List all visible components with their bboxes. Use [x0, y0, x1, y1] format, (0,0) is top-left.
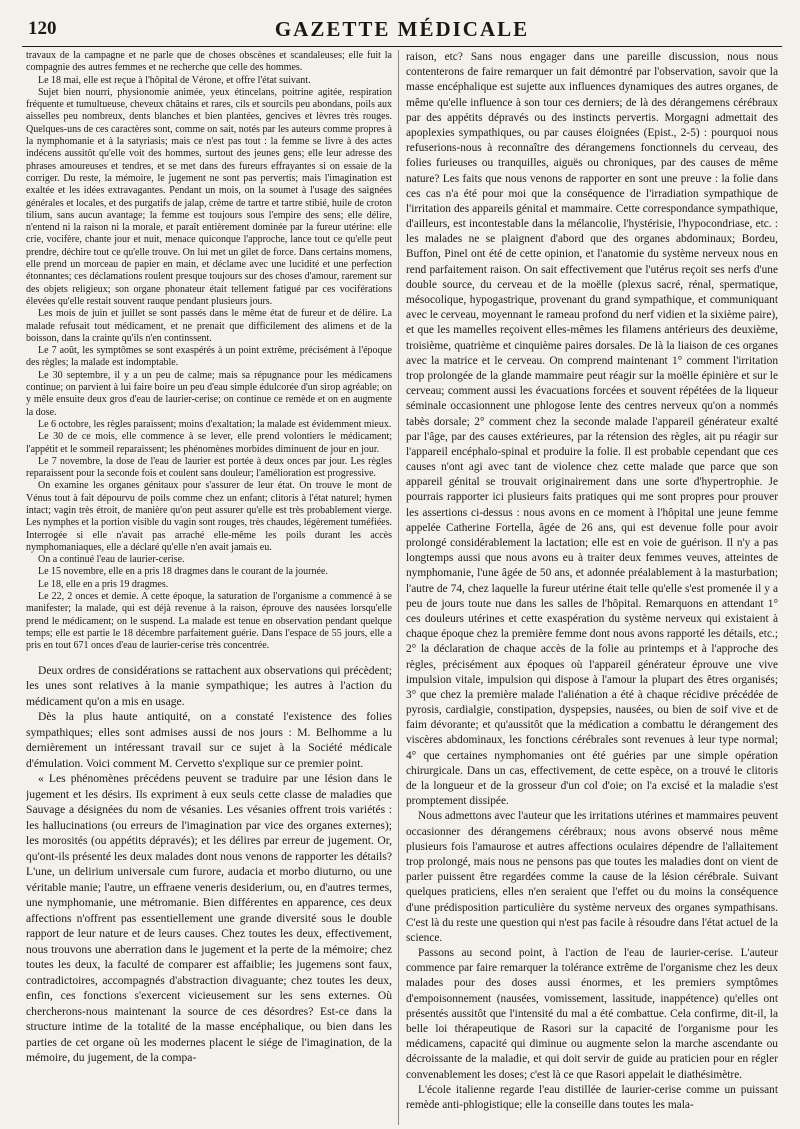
paragraph: « Les phénomènes précédens peuvent se traduire par une lésion dans le jugement et les désirs. Ils expriment à eux seuls cette classe de maladies que Sauvage a désignées du nom de vésanies. Les vésanies offrent trois variétés : les hallucinations (ou erreurs de l'imagination par vice des organes externes); les morosités (ou appétits dépravés); et les délires par erreur de jugement. Or, qu'ont-ils présenté les deux malades dont nous venons de rapporter les détails? L'une, un delirium universale cum furore, audacia et morbo diuturno, ou une véritable manie; l'autre, un effraene veneris desiderium, ou, en d'autres termes, une nymphomanie, une métromanie. Bien différentes en apparence, ces deux affections n'offrent pas essentiellement une grande diversité sous le double rapport de leur nature et de leurs causes. Chez toutes les deux, effectivement, nous trouvons une aberration dans le jugement et la perte de la mémoire; chez toutes les deux, la faculté de comparer est affaiblie; les jugemens sont faux, contradictoires, accompagnés d'abstraction divaguante; chez toutes les deux, enfin, ces fonctions s'exercent vicieusement sur les sens externes. Où chercherons-nous maintenant la source de ces désordres? Est-ce dans la structure intime de la totalité de la masse encéphalique, ou bien dans les parties de cet organe où les modernes placent le siége de l'imagination, de la mémoire, du jugement, de la compa- [26, 772, 392, 1065]
paragraph: Le 7 novembre, la dose de l'eau de laurier est portée à deux onces par jour. Les règles reparaissent pour la seconde fois et coulent sans douleur; l'amélioration est progressive. [26, 455, 392, 480]
paragraph: Le 15 novembre, elle en a pris 18 dragmes dans le courant de la journée. [38, 566, 328, 578]
left-column [26, 50, 392, 1125]
page-number: 120 [28, 18, 57, 39]
paragraph: Le 30 septembre, il y a un peu de calme; mais sa répugnance pour les médicamens continue; on parvient à lui faire boire un peu d'eau simple édulcorée d'un sirop agréable; on y mêle ensuite deux gros d'eau de laurier-cerise; on continue ce remède et on en augmente la dose. [26, 369, 392, 418]
paragraph: raison, etc? Sans nous engager dans une pareille discussion, nous nous contenterons de faire remarquer un fait démontré par l'observation, savoir que la masse encéphalique est sujette aux influences dynamiques des autres organes, de même qu'elle influence à son tour ces derniers; de là des dérangemens cérébraux par des appétits dépravés ou des instincts pervertis. Morgagni admettait des apoplexies sympathiques, ou par causes éloignées (Epist., 2-5) : pourquoi nous refuserions-nous à reconnaître des dérangemens fonctionnels du cerveau, des folies furieuses ou tranquilles, aiguës ou chroniques, par des causes de même nature? Les faits que nous venons de rapporter en sont une preuve : la folie dans ces cas n'a été pour moi que la conséquence de l'irradiation sympathique de l'irritation des appareils génital et mammaire. Cette correspondance sympathique, d'ailleurs, est incontestable dans la mélancolie, l'hystérisie, l'hypocondriase, etc. : les malades ne se plaignent d'abord que des organes abdominaux; Bordeu, Buffon, Pinel ont été de cette opinion, et l'anatomie du système nerveux nous en rend parfaitement raison. On sait effectivement que l'utérus reçoit ses nerfs d'une double source, du cerveau et de la moëlle (plexus sacré, rénal, spermatique, mésocolique, hypogastrique, provenant du grand sympathique, et communiquant avec le cerveau, moyennant le rameau profond du nerf vidien et la sixième paire), et que les mamelles reçoivent elles-mêmes les filamens antérieurs des deuxième, troisième, quatrième et cinquième paires dorsales. De là la liaison de ces organes avec la matrice et le cerveau. On comprend maintenant 1° comment l'irritation trop prolongée de la glande mammaire peut réagir sur la moëlle épinière et sur le cerveau; comment aussi les évacuations forcées et souvent répétées de la liqueur séminale occasionnent une phlogose lente des centres nerveux qu'on a nommés tabès dorsale; 2° comment chez la seconde malade l'appareil générateur exalté par l'âge, par des causes extérieures, par la rétension des règles, ait pu réagir sur l'appareil encéphalo-spinal et produire la folie. Il est probable cependant que ces causes n'ont agi avec tant de violence chez cette malade que parce que son appareil génital se trouvait originairement dans une sorte d'hypertrophie. Je pourrais rapporter ici plusieurs faits pratiques qui me sont propres pour prouver les assertions ci-dessus : nous avons en ce moment à l'hôpital une jeune femme appelée Catherine Fortella, âgée de 26 ans, qui est devenue folle pour avoir prolongé considérablement la lactation; elle est en voie de guérison. Il n'y a pas longtemps aussi que nous avons eu à traiter deux femmes veuves, atteintes de nymphomanie, l'une âgée de 50 ans, et adonnée préalablement à la masturbation; l'autre de 74, chez laquelle la fureur utérine était telle qu'elle s'est promenée il y a peu de jours toute nue dans les salles de l'hôpital. Remarquons en attendant 1° ces douleurs utérines et cette exaspération du système nerveux qui existaient à chaque époque chez la première femme dont nous avons rapporté les détails, etc.; 2° la déclaration de chaque accès de la folie au printemps et à l'approche des règles, précisément aux époques où l'appareil générateur éprouve une vive impulsion vitale, impulsion qui dispose à l'amour la plupart des êtres organisés; 3° que chez la première malade l'aliénation a été à chaque récidive précédée de pyrosis, cardialgie, constipation, dyspepsies, nausées, ou bien de soif vive et de faim dévorante; et qu'aussitôt que la médication a combattu le dérangement des viscères abdominaux, les fonctions cérébrales sont revenues à leur type normal; 4° que certaines nymphomanies ont été guéries par une simple opération chirurgicale. Dans un cas, effectivement, de cette espèce, on a trouvé le clitoris de la longueur et de la grosseur d'un col d'oie; on l'a excisé et la maladie s'est promptement dissipée. [406, 51, 778, 808]
observations-section [26, 50, 392, 653]
paragraph: Le 30 de ce mois, elle commence à se lever, elle prend volontiers le médicament; l'appétit et le sommeil reparaissent; les phénomènes morbides diminuent de jour en jour. [26, 431, 392, 455]
right-column [406, 50, 778, 1125]
paragraph: On examine les organes génitaux pour s'assurer de leur état. On trouve le mont de Vénus tout à fait dépourvu de poils comme chez un enfant; clitoris à l'état naturel; hymen intact; vagin très étroit, de manière qu'on peut assurer qu'elle est très probablement vierge. Les nymphes et la portion visible du vagin sont rouges, très chaudes, légèrement tuméfiées. Interrogée si elle n'avait pas arraché elle-même les poils durant les accès nymphomaniaques, elle a déclaré qu'elle n'en avait jamais eu. [26, 480, 392, 553]
paragraph: Le 6 octobre, les règles paraissent; moins d'exaltation; la malade est évidemment mieux. [38, 418, 392, 430]
journal-title: GAZETTE MÉDICALE [274, 17, 530, 41]
paragraph: travaux de la campagne et ne parle que de choses obscènes et scandaleuses; elle fuit la compagnie des autres femmes et ne recherche que celle des hommes. [26, 50, 392, 74]
paragraph: Les mois de juin et juillet se sont passés dans le même état de fureur et de délire. La malade refusait tout médicament, et ne prenait que difficilement des alimens et de la boisson, dans la crainte qu'ils n'en continssent. [26, 308, 392, 344]
commentary-section [26, 663, 392, 1066]
paragraph: Deux ordres de considérations se rattachent aux observations qui précèdent; les unes sont relatives à la manie sympathique; les autres à l'action du médicament qu'on a mis en usage. [26, 663, 392, 708]
page-header [22, 14, 782, 44]
paragraph: Nous admettons avec l'auteur que les irritations utérines et mammaires peuvent occasionner des dérangemens cérébraux; nous avons observé nous même plusieurs fois l'amaurose et autres affections oculaires dépendre de l'allaitement trop prolongé, mais nous ne pensons pas que toutes les maladies dont on vient de parler puissent être regardées comme la cause de la lésion cérébrale. Suivant quelques praticiens, elles n'en seraient que l'effet ou du moins la conséquence d'une prédisposition particulière du système nerveux des organes sympathisans. C'est là du reste une question qui n'est pas facile à résoudre dans l'état actuel de la science. [406, 810, 778, 944]
paragraph: Le 22, 2 onces et demie. A cette époque, la saturation de l'organisme a commencé à se manifester; la malade, qui est déjà revenue à la raison, éprouve des nausées lorsqu'elle prend le médicament; on le suspend. La malade est tenue en observation pendant quelque temps; elle est partie le 18 décembre parfaitement guérie. Dans l'espace de 55 jours, elle a pris en tout 671 onces d'eau de laurier-cerise très concentrée. [26, 591, 392, 652]
discussion-section [406, 50, 778, 1113]
paragraph: Le 18, elle en a pris 19 dragmes. [38, 578, 169, 590]
paragraph: Passons au second point, à l'action de l'eau de laurier-cerise. L'auteur commence par faire remarquer la tolérance extrême de l'organisme chez les deux malades pour des doses aussi énormes, et les premiers symptômes d'empoisonnement (nausées, vomissement, lassitude, inappétence) qu'elles ont présentés aussitôt que l'intensité du mal a été combattue. Cela confirme, dit-il, la belle loi thérapeutique de Rasori sur la capacité de l'organisme pour les médicamens, capacité qui diminue ou augmente selon la marche ascendante ou décroissante de la maladie, et qui doit servir de guide au praticien pour en régler convenablement les doses; c'est là ce que Rasori appelait le diathésimètre. [406, 947, 778, 1081]
paragraph: On a continué l'eau de laurier-cerise. [38, 554, 185, 566]
paragraph: Dès la plus haute antiquité, on a constaté l'existence des folies sympathiques; elles sont admises aussi de nos jours : M. Belhomme a lu dernièrement un intéressant travail sur ce sujet à la Société médicale d'émulation. Voici comment M. Cervetto s'explique sur ce premier point. [26, 710, 392, 770]
paragraph: Le 18 mai, elle est reçue à l'hôpital de Vérone, et offre l'état suivant. [38, 74, 311, 86]
header-rule [22, 46, 782, 47]
section-separator [26, 653, 392, 663]
paragraph: Le 7 août, les symptômes se sont exaspérés à un point extrême, précisément à l'époque des règles; la malade est indomptable. [26, 345, 392, 369]
paragraph: L'école italienne regarde l'eau distillée de laurier-cerise comme un puissant remède anti-phlogistique; elle la conseille dans toutes les mala- [406, 1083, 778, 1111]
paragraph: Sujet bien nourri, physionomie animée, yeux étincelans, poitrine agitée, respiration fréquente et tumultueuse, cheveux châtains et rares, cils et sourcils peu abondans, poils aux aisselles peu nombreux, dents blanches et bien plantées, gencives et lèvres très rouges. Quelques-uns de ces caractères sont, comme on sait, notés par les auteurs comme propres à la nymphomanie et à la satyriasis; mais ce n'est pas tout : la femme se livre à des actes indécens aussitôt qu'elle voit des hommes, surtout des jeunes gens; elle leur adresse des phrases amoureuses et tendres, et se met dans des fureurs effrayantes si on essaie de la corriger. Du reste, la mémoire, le jugement ne sont pas pervertis; mais l'imagination est exaltée et les idées extravagantes. Pendant un mois, on la soumet à l'usage des saignées générales et locales, et des purgatifs de jalap, crème de tartre et tartre stibié, huile de croton tilium, sans aucun avantage; la femme est toujours sous l'empire des sens; elle délire, n'entend ni la raison ni la morale, et paraît entièrement dominée par la fureur utérine: elle crie, vocifère, chante jour et nuit, menace quiconque l'approche, lance tout ce qu'elle peut prendre, déchire tout ce qu'elle trouve. On lui met un gilet de force. Dans certains momens, elle prend un morceau de papier en main, et déclame avec une lucidité et une perfection étonnantes; ces déclamations roulent presque toujours sur des choses d'amour, rarement sur des objets religieux; son organe phonateur était tellement fatigué par ces vociférations élevées qu'elle restait souvent rauque pendant plusieurs jours. [26, 86, 392, 307]
column-divider [398, 50, 399, 1125]
